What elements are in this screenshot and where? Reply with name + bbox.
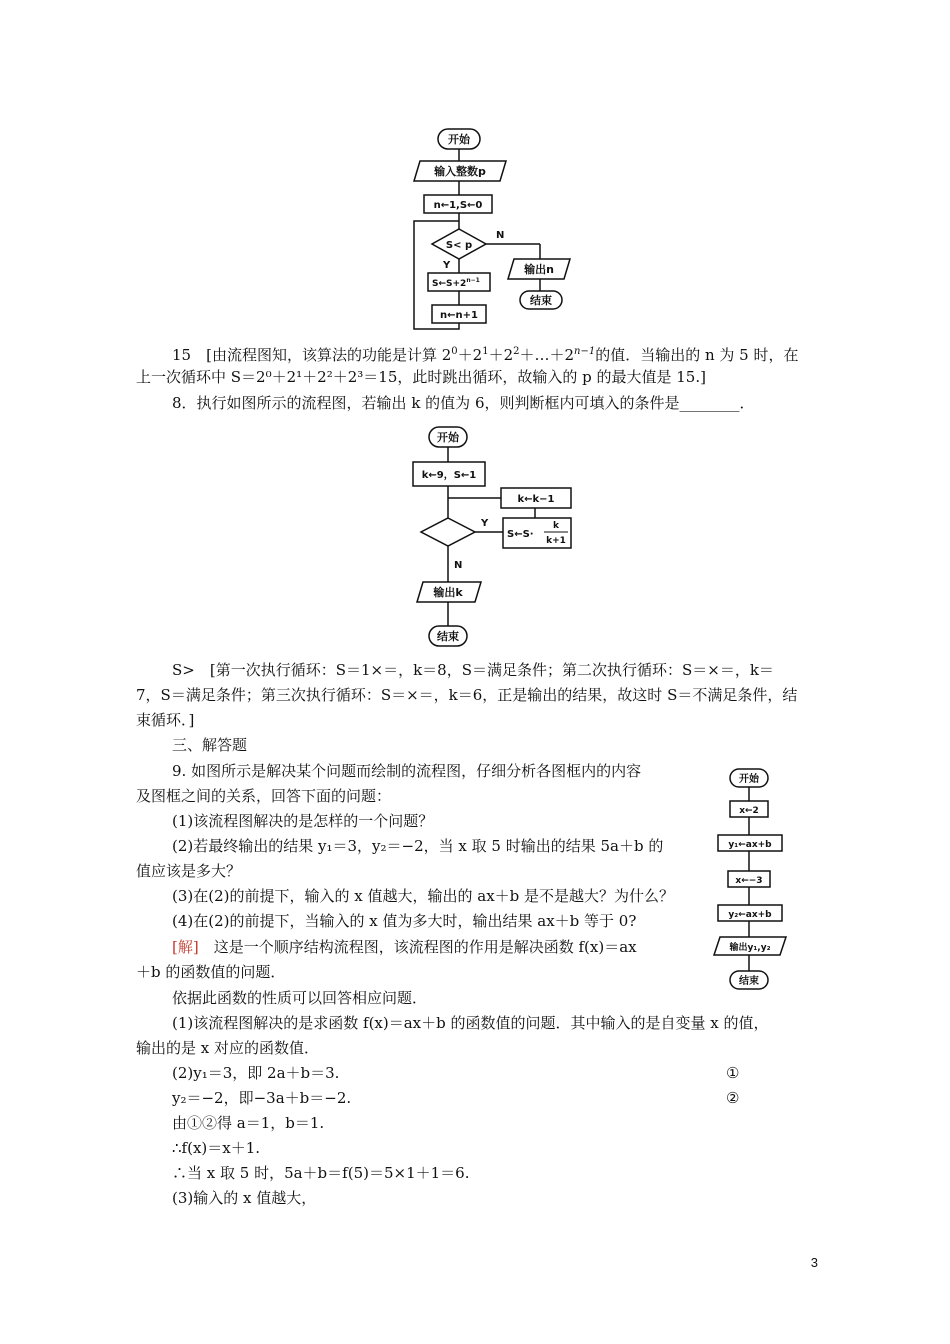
question-9-part-2a: (2)若最终输出的结果 y₁＝3，y₂＝−2，当 x 取 5 时输出的结果 5a＋b 的 (172, 837, 664, 855)
fc1-start: 开始 (448, 133, 470, 146)
fc2-no: N (454, 560, 463, 571)
question-8: 8．执行如图所示的流程图，若输出 k 的值为 6，则判断框内可填入的条件是________． (172, 394, 755, 412)
answer-7-line-1: 15 [由流程图知，该算法的功能是计算 $2^0+2^1+2^2+\dots+2^{n-1}$的值．当输出的 n 为 5 时，在 (172, 346, 799, 364)
fc1-no: N (496, 230, 505, 241)
solution-tag: [解] (172, 938, 199, 956)
solution-line-11: (3)输入的 x 值越大， (172, 1189, 317, 1207)
answer-8-line-3: 束循环．] (136, 711, 195, 729)
fc1-step2: n←n+1 (440, 310, 478, 321)
solution-line-2: ＋b 的函数值的问题． (136, 963, 286, 981)
fc2-init: k←9，S←1 (421, 470, 477, 481)
solution-line-7: y₂＝−2，即−3a＋b＝−2. (172, 1089, 352, 1107)
solution-line-3: 依据此函数的性质可以回答相应问题． (172, 989, 428, 1007)
fc3-start: 开始 (739, 774, 759, 785)
fc3-s2: y₁←ax+b (728, 840, 772, 850)
fc3-s1: x←2 (739, 806, 759, 816)
fc1-output: 输出n (524, 263, 554, 276)
section-heading: 三、解答题 (172, 736, 248, 754)
fc2-mul: S←S· (507, 529, 534, 540)
flowchart-2 (405, 422, 585, 650)
question-9-line-1: 9. 如图所示是解决某个问题而绘制的流程图，仔细分析各图框内的内容 (172, 762, 642, 780)
answer-8-line-1: S> [第一次执行循环：S＝1×＝，k＝8，S＝满足条件；第二次执行循环：S＝×＝，k＝ (172, 661, 774, 679)
fc1-input: 输入整数p (434, 165, 486, 178)
solution-line-5: 输出的是 x 对应的函数值． (136, 1039, 319, 1057)
question-9-part-3: (3)在(2)的前提下，输入的 x 值越大，输出的 ax＋b 是不是越大？为什么？ (172, 887, 675, 905)
fc2-yes: Y (481, 518, 489, 529)
equation-marker-2: ② (726, 1089, 740, 1107)
fc2-end: 结束 (437, 630, 459, 643)
fc2-output: 输出k (433, 586, 463, 599)
fc2-frac-num: k (553, 521, 559, 531)
flowchart-3 (710, 765, 810, 995)
question-9-part-2b: 值应该是多大？ (136, 862, 242, 880)
fc1-step1: $S\leftarrow S+2^{n-1}$ (432, 277, 480, 289)
fc1-init: n←1,S←0 (433, 200, 483, 211)
question-9-part-1: (1)该流程图解决的是怎样的一个问题？ (172, 812, 434, 830)
fc1-end: 结束 (530, 294, 552, 307)
question-9-line-2: 及图框之间的关系，回答下面的问题： (136, 787, 392, 805)
question-9-part-4: (4)在(2)的前提下，当输入的 x 值为多大时，输出结果 ax＋b 等于 0? (172, 912, 637, 930)
solution-line-4: (1)该流程图解决的是求函数 f(x)＝ax＋b 的函数值的问题．其中输入的是自变量 x 的值， (172, 1014, 769, 1032)
fc3-end: 结束 (739, 976, 759, 987)
fc2-frac-den: k+1 (546, 536, 566, 546)
fc2-dec: k←k−1 (517, 494, 555, 505)
fc2-start: 开始 (437, 431, 459, 444)
solution-line-10: ∴当 x 取 5 时，5a＋b＝f(5)＝5×1＋1＝6. (172, 1164, 470, 1182)
fc1-yes: Y (443, 260, 451, 271)
fc3-s4: y₂←ax+b (728, 910, 772, 920)
page-number: 3 (810, 1255, 818, 1270)
equation-marker-1: ① (726, 1064, 740, 1082)
answer-7-line-2: 上一次循环中 S＝2⁰＋2¹＋2²＋2³＝15，此时跳出循环，故输入的 p 的最大值是 15.] (136, 368, 706, 386)
solution-line-9: ∴f(x)＝x＋1. (172, 1139, 261, 1157)
solution-line-1: [解] 这是一个顺序结构流程图，该流程图的作用是解决函数 f(x)＝ax (172, 938, 637, 956)
fc3-s3: x←−3 (735, 876, 763, 886)
flowchart-1 (400, 125, 590, 335)
fc3-output: 输出y₁,y₂ (729, 943, 771, 953)
solution-line-8: 由①②得 a＝1，b＝1. (172, 1114, 325, 1132)
fc1-cond: S< p (445, 240, 473, 251)
answer-8-line-2: 7，S＝满足条件；第三次执行循环：S＝×＝，k＝6，正是输出的结果，故这时 S＝不满足条件，结 (136, 686, 798, 704)
solution-line-6: (2)y₁＝3，即 2a＋b＝3. (172, 1064, 340, 1082)
